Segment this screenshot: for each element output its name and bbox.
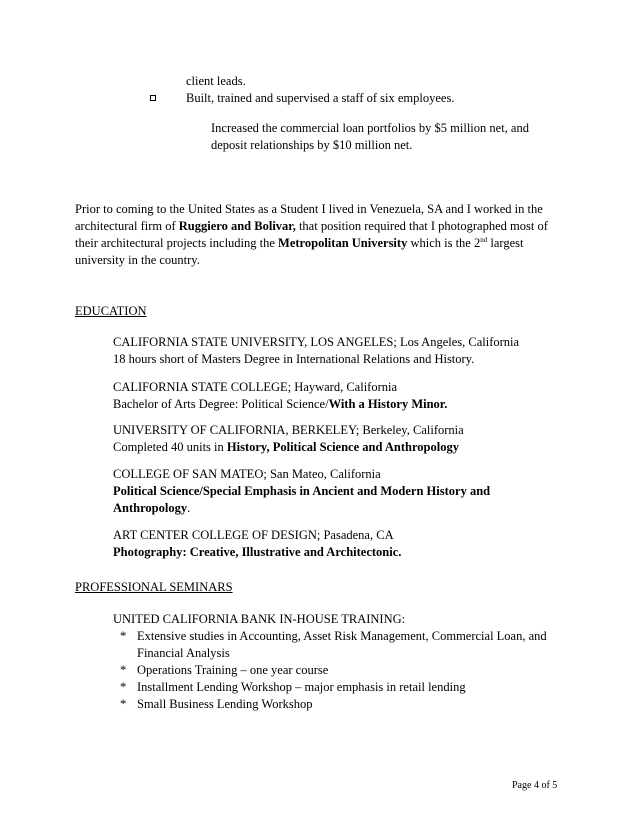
school-line: COLLEGE OF SAN MATEO; San Mateo, California [113, 467, 381, 481]
school-line: UNIVERSITY OF CALIFORNIA, BERKELEY; Berkeley, California [113, 423, 464, 437]
paragraph-line: their architectural projects including the Metropolitan University which is the 2nd largest [75, 236, 524, 250]
degree-line: Completed 40 units in History, Political Science and Anthropology [113, 440, 459, 454]
seminar-item: Extensive studies in Accounting, Asset Risk Management, Commercial Loan, and [137, 629, 547, 643]
asterisk-bullet-icon: * [120, 629, 127, 643]
seminar-item: Operations Training – one year course [137, 663, 329, 677]
degree-line: Photography: Creative, Illustrative and Architectonic. [113, 545, 402, 559]
seminar-item: Installment Lending Workshop – major emphasis in retail lending [137, 680, 466, 694]
section-heading-seminars: PROFESSIONAL SEMINARS [75, 580, 233, 594]
seminar-item-continued: Financial Analysis [137, 646, 230, 660]
section-heading-education: EDUCATION [75, 304, 147, 318]
degree-line: Anthropology. [113, 501, 191, 515]
page-number: Page 4 of 5 [512, 780, 558, 791]
bullet-continuation-text: client leads. [186, 74, 246, 88]
seminar-title: UNITED CALIFORNIA BANK IN-HOUSE TRAINING: [113, 612, 406, 626]
degree-line: Bachelor of Arts Degree: Political Science/With a History Minor. [113, 397, 448, 411]
asterisk-bullet-icon: * [120, 663, 127, 677]
school-line: CALIFORNIA STATE COLLEGE; Hayward, California [113, 380, 398, 394]
square-bullet-icon [150, 90, 156, 107]
achievement-text-line: Increased the commercial loan portfolios by $5 million net, and [211, 121, 529, 135]
school-line: CALIFORNIA STATE UNIVERSITY, LOS ANGELES; Los Angeles, California [113, 335, 520, 349]
degree-line: 18 hours short of Masters Degree in International Relations and History. [113, 352, 475, 366]
school-line: ART CENTER COLLEGE OF DESIGN; Pasadena, CA [113, 528, 394, 542]
degree-line: Political Science/Special Emphasis in Ancient and Modern History and [113, 484, 491, 498]
paragraph-line: university in the country. [75, 253, 200, 267]
paragraph-line: architectural firm of Ruggiero and Bolivar, that position required that I photographed most of [75, 219, 548, 233]
seminar-item: Small Business Lending Workshop [137, 697, 313, 711]
asterisk-bullet-icon: * [120, 680, 127, 694]
achievement-text-line: deposit relationships by $10 million net. [211, 138, 413, 152]
paragraph-line: Prior to coming to the United States as a Student I lived in Venezuela, SA and I worked in the [75, 202, 543, 216]
asterisk-bullet-icon: * [120, 697, 127, 711]
bullet-text: Built, trained and supervised a staff of six employees. [186, 91, 455, 105]
